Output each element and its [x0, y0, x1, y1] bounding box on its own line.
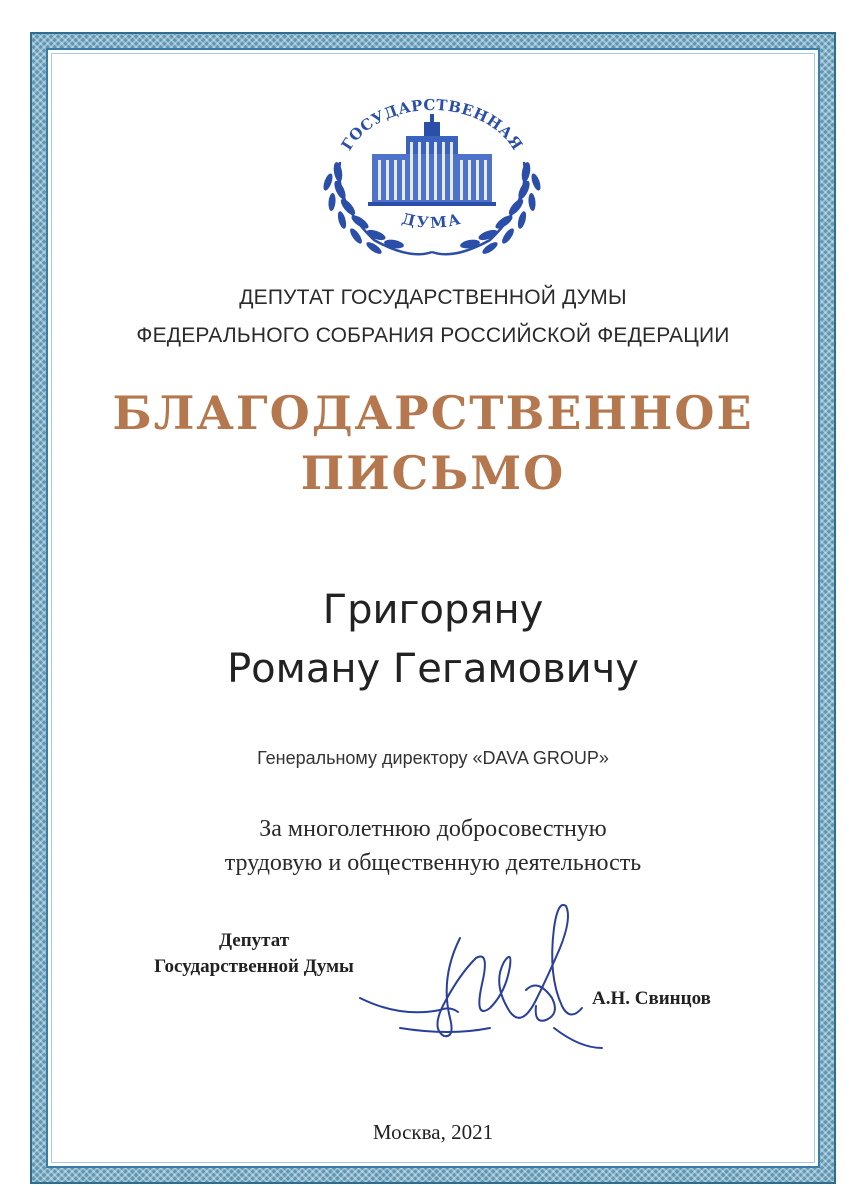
state-duma-emblem	[314, 92, 550, 256]
place-and-date: Москва, 2021	[372, 1120, 494, 1144]
svg-text:ДУМА	[400, 209, 464, 232]
duma-building-icon	[368, 114, 496, 206]
document-title-line-1: БЛАГОДАРСТВЕННОЕ	[112, 386, 754, 440]
document-title-line-2: ПИСЬМО	[300, 446, 566, 500]
recipient-surname: Григоряну	[322, 587, 544, 633]
handwritten-signature	[340, 888, 620, 1088]
issuer-line-1: ДЕПУТАТ ГОСУДАРСТВЕННОЙ ДУМЫ	[239, 286, 627, 309]
signatory-role-line-1: Депутат	[218, 930, 290, 951]
reason-line-1: За многолетнюю добросовестную	[259, 816, 607, 842]
recipient-given-names: Роману Гегамовичу	[227, 646, 639, 692]
issuer-line-2: ФЕДЕРАЛЬНОГО СОБРАНИЯ РОССИЙСКОЙ ФЕДЕРАЦИИ	[136, 324, 730, 347]
reason-line-2: трудовую и общественную деятельность	[224, 850, 642, 876]
signatory-role-line-2: Государственной Думы	[154, 956, 354, 977]
emblem-arc-bottom-text: ДУМА	[400, 209, 464, 232]
emblem-arc-top-text: ГОСУДАРСТВЕННАЯ	[337, 95, 527, 154]
recipient-position: Генеральному директору «DAVA GROUP»	[257, 748, 609, 768]
signatory-name: А.Н. Свинцов	[592, 988, 711, 1009]
